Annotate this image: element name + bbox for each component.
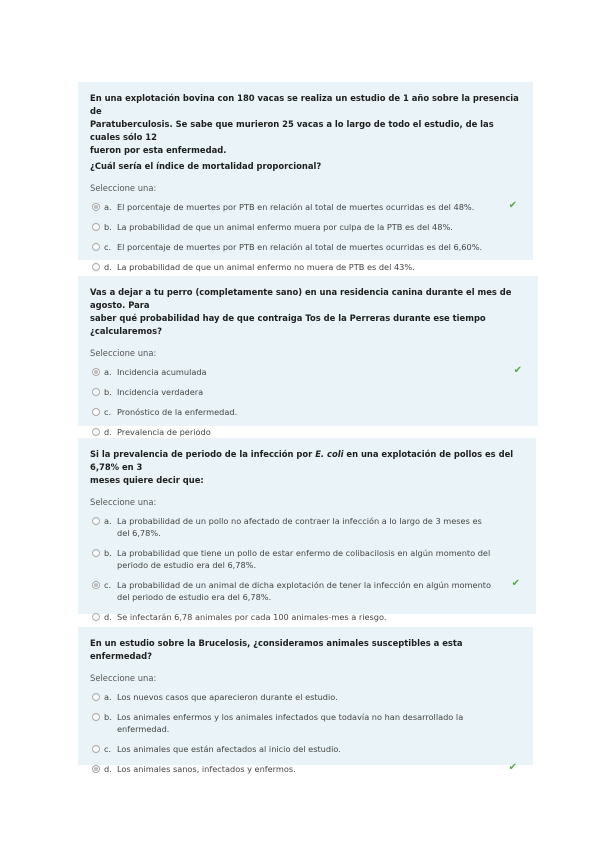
- question-card-4: [78, 627, 533, 774]
- option-letter: d.: [104, 764, 112, 774]
- question-line: Vas a dejar a tu perro (completamente sano) en una residencia canina durante el mes de agosto. Para: [90, 287, 512, 310]
- answer-option-a[interactable]: [90, 362, 526, 382]
- question-line: meses quiere decir que:: [90, 475, 204, 485]
- option-text: Se infectarán 6,78 animales por cada 100 animales-mes a riesgo.: [117, 612, 387, 622]
- option-text: La probabilidad de que un animal enfermo muera por culpa de la PTB es del 48%.: [117, 222, 453, 232]
- answer-option-c[interactable]: [90, 402, 526, 422]
- question-text: [90, 637, 521, 663]
- option-letter: a.: [104, 367, 112, 377]
- checkmark-icon: ✔: [508, 200, 517, 211]
- checkmark-icon: ✔: [513, 365, 522, 376]
- answer-option-c[interactable]: [90, 739, 521, 759]
- option-letter: c.: [104, 580, 112, 590]
- option-text: Los animales enfermos y los animales infectados que todavía no han desarrollado la enfermedad.: [117, 712, 464, 734]
- option-letter: a.: [104, 202, 112, 212]
- question-text: [90, 448, 524, 487]
- select-label: Seleccione una:: [90, 183, 157, 193]
- option-letter: b.: [104, 222, 112, 232]
- option-letter: b.: [104, 387, 112, 397]
- radio-icon[interactable]: [92, 408, 100, 416]
- answer-option-d[interactable]: [90, 607, 524, 627]
- question-line: En una explotación bovina con 180 vacas se realiza un estudio de 1 año sobre la presencia de: [90, 93, 519, 116]
- answer-option-b[interactable]: [90, 217, 521, 237]
- option-text: La probabilidad de un pollo no afectado de contraer la infección a lo largo de 3 meses es del 6,78%.: [117, 516, 482, 538]
- option-text: La probabilidad de que un animal enfermo no muera de PTB es del 43%.: [117, 262, 415, 272]
- option-letter: c.: [104, 407, 112, 417]
- question-line: Si la prevalencia de periodo de la infección por E. coli en una explotación de pollos es del 6,78% en 3: [90, 449, 514, 472]
- question-line: fueron por esta enfermedad.: [90, 145, 227, 155]
- radio-selected-icon[interactable]: [92, 765, 100, 773]
- radio-selected-icon[interactable]: [92, 203, 100, 211]
- option-text: El porcentaje de muertes por PTB en relación al total de muertes ocurridas es del 6,60%.: [117, 242, 483, 252]
- option-letter: d.: [104, 612, 112, 622]
- select-label: Seleccione una:: [90, 348, 157, 358]
- question-text: [90, 286, 526, 338]
- option-text: Los nuevos casos que aparecieron durante el estudio.: [117, 692, 338, 702]
- radio-icon[interactable]: [92, 263, 100, 271]
- answer-option-a[interactable]: [90, 197, 521, 217]
- option-text: La probabilidad que tiene un pollo de estar enfermo de colibacilosis en algún momento del periodo de estudio era del 6,78%.: [117, 548, 491, 570]
- select-label: Seleccione una:: [90, 497, 157, 507]
- answer-option-d[interactable]: [90, 759, 521, 779]
- option-text: Los animales que están afectados al inicio del estudio.: [117, 744, 341, 754]
- option-text: Los animales sanos, infectados y enfermos.: [117, 764, 296, 774]
- option-letter: a.: [104, 516, 112, 526]
- checkmark-icon: ✔: [511, 578, 520, 589]
- answer-option-c[interactable]: [90, 237, 521, 257]
- question-card-2: [78, 276, 538, 437]
- answer-option-c[interactable]: [90, 575, 524, 607]
- radio-icon[interactable]: [92, 517, 100, 525]
- option-letter: a.: [104, 692, 112, 702]
- option-letter: b.: [104, 712, 112, 722]
- radio-icon[interactable]: [92, 223, 100, 231]
- radio-icon[interactable]: [92, 243, 100, 251]
- question-text: [90, 92, 521, 173]
- option-letter: d.: [104, 427, 112, 437]
- option-letter: d.: [104, 262, 112, 272]
- radio-icon[interactable]: [92, 745, 100, 753]
- answer-option-a[interactable]: [90, 511, 524, 543]
- option-text: La probabilidad de un animal de dicha explotación de tener la infección en algún momento del periodo de estudio era del 6,78%.: [117, 580, 491, 602]
- answer-option-b[interactable]: [90, 382, 526, 402]
- question-line: Paratuberculosis. Se sabe que murieron 25 vacas a lo largo de todo el estudio, de las cuales sólo 12: [90, 119, 494, 142]
- radio-icon[interactable]: [92, 693, 100, 701]
- radio-icon[interactable]: [92, 549, 100, 557]
- option-text: Prevalencia de periodo: [117, 427, 211, 437]
- option-letter: b.: [104, 548, 112, 558]
- option-text: Incidencia verdadera: [117, 387, 204, 397]
- option-letter: c.: [104, 744, 112, 754]
- select-label: Seleccione una:: [90, 673, 157, 683]
- answer-option-b[interactable]: [90, 543, 524, 575]
- question-card-3: [78, 438, 536, 622]
- option-text: El porcentaje de muertes por PTB en relación al total de muertes ocurridas es del 48%.: [117, 202, 475, 212]
- radio-selected-icon[interactable]: [92, 368, 100, 376]
- option-letter: c.: [104, 242, 112, 252]
- option-text: Incidencia acumulada: [117, 367, 207, 377]
- answer-option-d[interactable]: [90, 257, 521, 277]
- radio-icon[interactable]: [92, 713, 100, 721]
- radio-selected-icon[interactable]: [92, 581, 100, 589]
- question-card-1: [78, 82, 533, 272]
- question-prompt: ¿Cuál sería el índice de mortalidad proporcional?: [90, 161, 322, 171]
- question-line: En un estudio sobre la Brucelosis, ¿consideramos animales susceptibles a esta enfermedad?: [90, 638, 463, 661]
- answer-option-b[interactable]: [90, 707, 521, 739]
- answer-option-a[interactable]: [90, 687, 521, 707]
- question-line: saber qué probabilidad hay de que contraiga Tos de la Perreras durante ese tiempo ¿calcularemos?: [90, 313, 486, 336]
- radio-icon[interactable]: [92, 613, 100, 621]
- option-text: Pronóstico de la enfermedad.: [117, 407, 238, 417]
- radio-icon[interactable]: [92, 388, 100, 396]
- radio-icon[interactable]: [92, 428, 100, 436]
- checkmark-icon: ✔: [508, 762, 517, 773]
